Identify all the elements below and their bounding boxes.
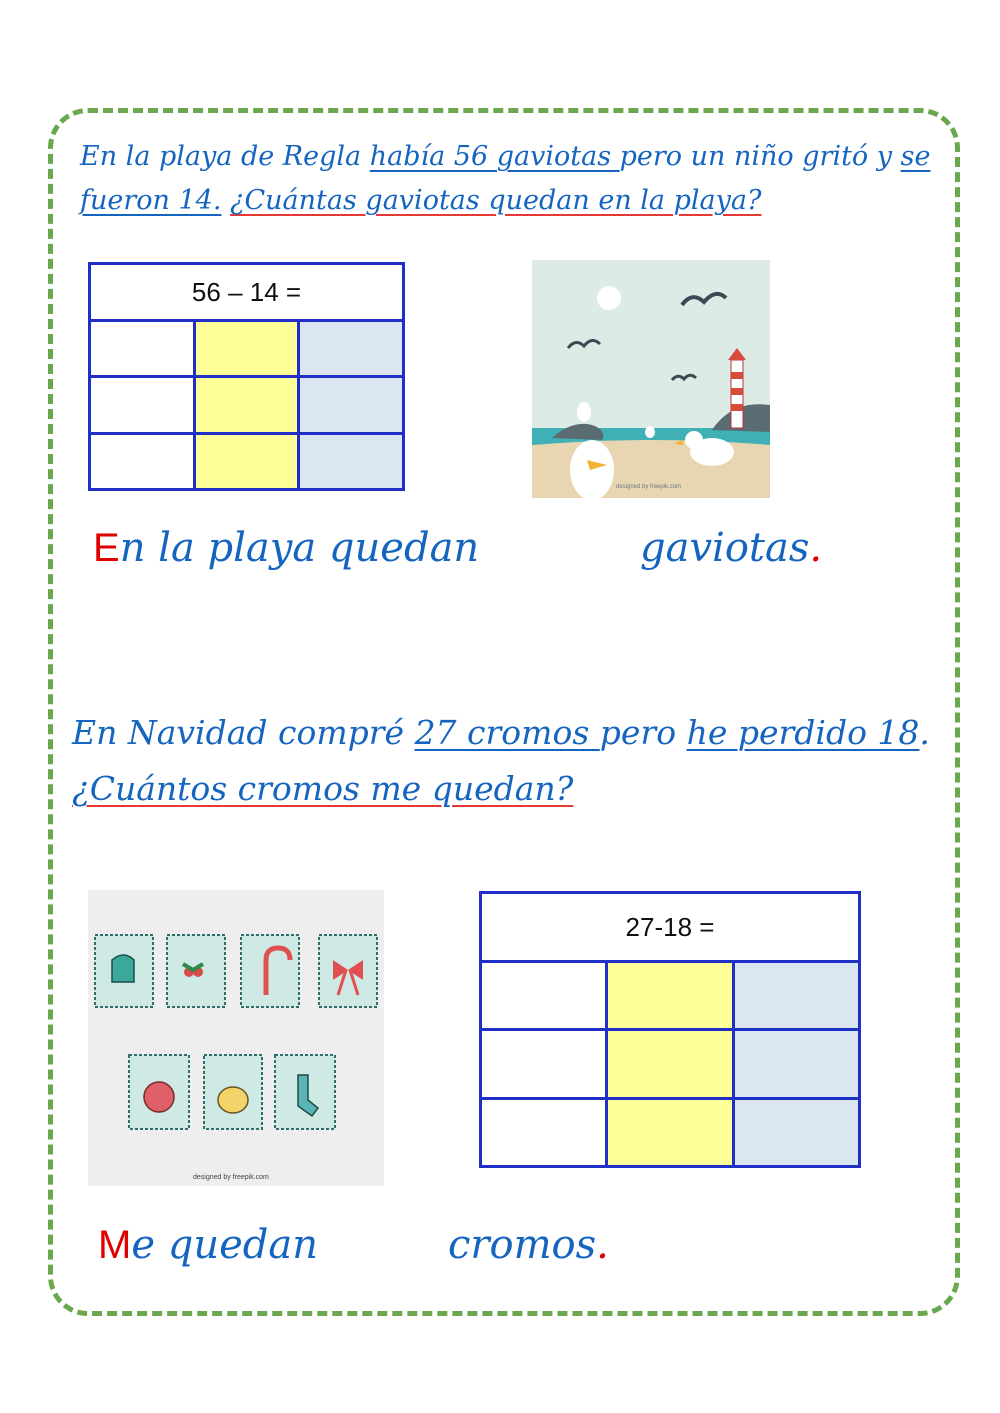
subtraction-grid-1 <box>88 262 405 491</box>
units-cell[interactable] <box>607 1098 733 1166</box>
tens-cell[interactable] <box>481 1098 607 1166</box>
tens-cell[interactable] <box>90 433 195 489</box>
answer-unit-1: gaviotas. <box>640 525 823 571</box>
subtraction-grid-2 <box>479 891 861 1168</box>
tens-cell[interactable] <box>481 1030 607 1098</box>
extra-cell[interactable] <box>299 433 404 489</box>
units-cell[interactable] <box>194 321 299 377</box>
units-cell[interactable] <box>607 962 733 1030</box>
answer-sentence-1: En la playa quedan <box>93 525 480 571</box>
extra-cell[interactable] <box>733 1030 859 1098</box>
answer-sentence-2: Me quedan <box>98 1222 318 1268</box>
answer-unit-2: cromos. <box>448 1222 609 1268</box>
operation-label: 56 – 14 = <box>90 264 404 321</box>
image-credit: designed by freepik.com <box>616 484 682 490</box>
extra-cell[interactable] <box>733 962 859 1030</box>
operation-label: 27-18 = <box>481 893 860 962</box>
tens-cell[interactable] <box>481 962 607 1030</box>
tens-cell[interactable] <box>90 377 195 433</box>
units-cell[interactable] <box>607 1030 733 1098</box>
seagull-beach-illustration <box>532 260 770 498</box>
extra-cell[interactable] <box>299 377 404 433</box>
extra-cell[interactable] <box>299 321 404 377</box>
tens-cell[interactable] <box>90 321 195 377</box>
image-credit: designed by freepik.com <box>193 1174 269 1181</box>
problem-2-statement: En Navidad compré 27 cromos pero he perdido 18. ¿Cuántos cromos me quedan? <box>72 713 930 808</box>
problem-1-statement: En la playa de Regla había 56 gaviotas pero un niño gritó y se fueron 14. ¿Cuántas gaviotas quedan en la playa? <box>80 141 931 216</box>
christmas-stamps-illustration <box>88 890 384 1186</box>
units-cell[interactable] <box>194 377 299 433</box>
units-cell[interactable] <box>194 433 299 489</box>
extra-cell[interactable] <box>733 1098 859 1166</box>
